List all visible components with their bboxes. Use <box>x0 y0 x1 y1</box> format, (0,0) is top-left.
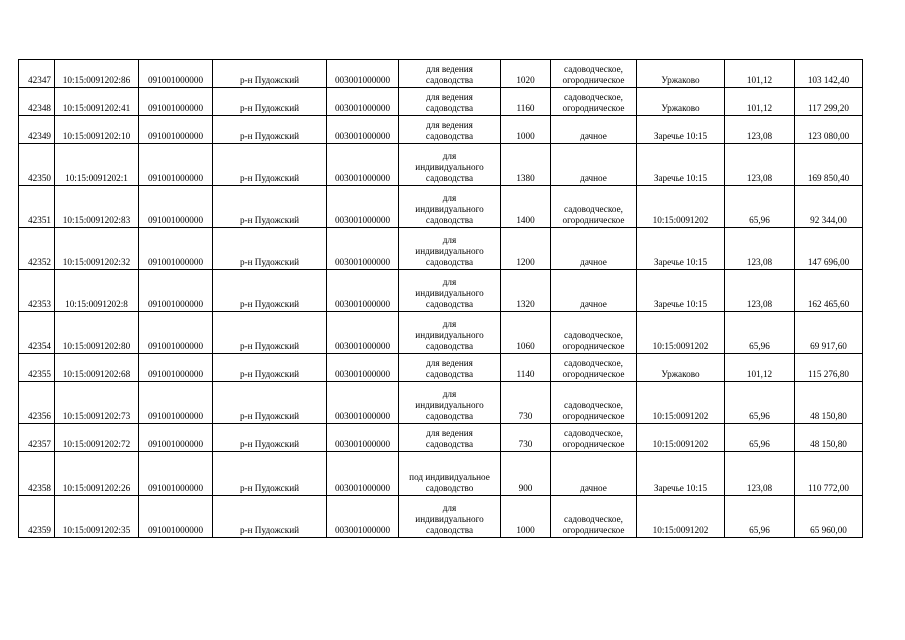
table-body <box>19 60 863 538</box>
cell-area: 1400 <box>501 186 551 228</box>
cell-rate: 65,96 <box>725 186 795 228</box>
cell-code: 091001000000 <box>139 60 213 88</box>
cell-rate: 65,96 <box>725 312 795 354</box>
cell-area: 1000 <box>501 496 551 538</box>
cell-area: 1020 <box>501 60 551 88</box>
cell-cadastral-number: 10:15:0091202:41 <box>55 88 139 116</box>
cell-permitted-use: для ведения садоводства <box>399 116 501 144</box>
cell-district: р-н Пудожский <box>213 60 327 88</box>
cell-rate: 101,12 <box>725 354 795 382</box>
cell-location: Заречье 10:15 <box>637 228 725 270</box>
cell-code-secondary: 003001000000 <box>327 186 399 228</box>
cell-code-secondary: 003001000000 <box>327 312 399 354</box>
cell-record-id: 42355 <box>19 354 55 382</box>
table-row <box>19 88 863 116</box>
table-row <box>19 116 863 144</box>
table-row <box>19 228 863 270</box>
cell-location: Уржаково <box>637 88 725 116</box>
cell-code: 091001000000 <box>139 312 213 354</box>
cell-cadastral-value: 65 960,00 <box>795 496 863 538</box>
cell-rate: 123,08 <box>725 452 795 496</box>
cell-record-id: 42357 <box>19 424 55 452</box>
cell-district: р-н Пудожский <box>213 496 327 538</box>
cell-district: р-н Пудожский <box>213 88 327 116</box>
cell-area: 1320 <box>501 270 551 312</box>
cell-rate: 101,12 <box>725 88 795 116</box>
cell-code: 091001000000 <box>139 186 213 228</box>
table-row <box>19 186 863 228</box>
cell-cadastral-value: 169 850,40 <box>795 144 863 186</box>
cell-category: садоводческое, огородническое <box>551 186 637 228</box>
cell-category: дачное <box>551 144 637 186</box>
cell-cadastral-number: 10:15:0091202:10 <box>55 116 139 144</box>
cell-district: р-н Пудожский <box>213 354 327 382</box>
cell-district: р-н Пудожский <box>213 452 327 496</box>
cell-permitted-use: под индивидуальное садоводство <box>399 452 501 496</box>
cell-record-id: 42356 <box>19 382 55 424</box>
cell-location: Уржаково <box>637 354 725 382</box>
cell-code: 091001000000 <box>139 116 213 144</box>
cell-code: 091001000000 <box>139 144 213 186</box>
cell-category: садоводческое, огородническое <box>551 312 637 354</box>
cell-category: садоводческое, огородническое <box>551 60 637 88</box>
cell-location: 10:15:0091202 <box>637 424 725 452</box>
cell-code: 091001000000 <box>139 496 213 538</box>
table-row <box>19 382 863 424</box>
cell-location: 10:15:0091202 <box>637 186 725 228</box>
cell-district: р-н Пудожский <box>213 382 327 424</box>
cell-code-secondary: 003001000000 <box>327 270 399 312</box>
cell-record-id: 42354 <box>19 312 55 354</box>
cell-permitted-use: для индивидуального садоводства <box>399 144 501 186</box>
cell-cadastral-value: 147 696,00 <box>795 228 863 270</box>
cell-cadastral-value: 115 276,80 <box>795 354 863 382</box>
cell-category: садоводческое, огородническое <box>551 354 637 382</box>
cell-cadastral-value: 92 344,00 <box>795 186 863 228</box>
cell-cadastral-number: 10:15:0091202:1 <box>55 144 139 186</box>
cell-location: 10:15:0091202 <box>637 312 725 354</box>
table-row <box>19 424 863 452</box>
table-row <box>19 452 863 496</box>
cell-cadastral-number: 10:15:0091202:86 <box>55 60 139 88</box>
cell-record-id: 42348 <box>19 88 55 116</box>
cell-area: 1380 <box>501 144 551 186</box>
cell-record-id: 42347 <box>19 60 55 88</box>
cell-permitted-use: для индивидуального садоводства <box>399 382 501 424</box>
cell-permitted-use: для ведения садоводства <box>399 88 501 116</box>
cell-permitted-use: для индивидуального садоводства <box>399 312 501 354</box>
cell-area: 1200 <box>501 228 551 270</box>
cell-cadastral-number: 10:15:0091202:72 <box>55 424 139 452</box>
cell-location: Заречье 10:15 <box>637 270 725 312</box>
table-row <box>19 312 863 354</box>
cell-cadastral-number: 10:15:0091202:73 <box>55 382 139 424</box>
cell-cadastral-number: 10:15:0091202:26 <box>55 452 139 496</box>
cell-code-secondary: 003001000000 <box>327 88 399 116</box>
cell-area: 1060 <box>501 312 551 354</box>
cell-code-secondary: 003001000000 <box>327 144 399 186</box>
cell-record-id: 42359 <box>19 496 55 538</box>
cell-district: р-н Пудожский <box>213 186 327 228</box>
cell-cadastral-number: 10:15:0091202:80 <box>55 312 139 354</box>
cell-code-secondary: 003001000000 <box>327 228 399 270</box>
cell-area: 900 <box>501 452 551 496</box>
cell-cadastral-number: 10:15:0091202:35 <box>55 496 139 538</box>
cell-location: Заречье 10:15 <box>637 452 725 496</box>
cell-code: 091001000000 <box>139 270 213 312</box>
cell-permitted-use: для индивидуального садоводства <box>399 186 501 228</box>
cell-location: 10:15:0091202 <box>637 496 725 538</box>
cell-rate: 101,12 <box>725 60 795 88</box>
cell-code: 091001000000 <box>139 354 213 382</box>
cell-cadastral-value: 48 150,80 <box>795 382 863 424</box>
cell-rate: 65,96 <box>725 496 795 538</box>
cell-cadastral-value: 69 917,60 <box>795 312 863 354</box>
cell-cadastral-value: 48 150,80 <box>795 424 863 452</box>
cell-location: Заречье 10:15 <box>637 144 725 186</box>
cell-code: 091001000000 <box>139 424 213 452</box>
cell-permitted-use: для ведения садоводства <box>399 354 501 382</box>
cell-category: дачное <box>551 452 637 496</box>
cell-category: дачное <box>551 270 637 312</box>
cell-code-secondary: 003001000000 <box>327 382 399 424</box>
cell-code-secondary: 003001000000 <box>327 60 399 88</box>
cell-district: р-н Пудожский <box>213 116 327 144</box>
cell-cadastral-value: 123 080,00 <box>795 116 863 144</box>
cell-record-id: 42358 <box>19 452 55 496</box>
cell-rate: 65,96 <box>725 382 795 424</box>
cell-district: р-н Пудожский <box>213 424 327 452</box>
cell-cadastral-number: 10:15:0091202:83 <box>55 186 139 228</box>
cell-area: 1160 <box>501 88 551 116</box>
cell-code-secondary: 003001000000 <box>327 496 399 538</box>
cell-permitted-use: для индивидуального садоводства <box>399 270 501 312</box>
cell-code: 091001000000 <box>139 228 213 270</box>
cell-district: р-н Пудожский <box>213 312 327 354</box>
cell-cadastral-number: 10:15:0091202:8 <box>55 270 139 312</box>
cell-record-id: 42349 <box>19 116 55 144</box>
table-row <box>19 144 863 186</box>
cell-permitted-use: для индивидуального садоводства <box>399 228 501 270</box>
cell-category: дачное <box>551 116 637 144</box>
cell-cadastral-number: 10:15:0091202:32 <box>55 228 139 270</box>
cell-district: р-н Пудожский <box>213 144 327 186</box>
cell-rate: 123,08 <box>725 144 795 186</box>
cell-category: дачное <box>551 228 637 270</box>
cell-area: 1000 <box>501 116 551 144</box>
cell-location: Заречье 10:15 <box>637 116 725 144</box>
cell-record-id: 42350 <box>19 144 55 186</box>
cell-cadastral-value: 162 465,60 <box>795 270 863 312</box>
cell-area: 730 <box>501 382 551 424</box>
cell-cadastral-number: 10:15:0091202:68 <box>55 354 139 382</box>
cell-district: р-н Пудожский <box>213 270 327 312</box>
table-row <box>19 60 863 88</box>
cell-district: р-н Пудожский <box>213 228 327 270</box>
cell-permitted-use: для ведения садоводства <box>399 60 501 88</box>
table-row <box>19 270 863 312</box>
cell-code-secondary: 003001000000 <box>327 354 399 382</box>
cell-code: 091001000000 <box>139 382 213 424</box>
cell-area: 1140 <box>501 354 551 382</box>
cell-cadastral-value: 117 299,20 <box>795 88 863 116</box>
cell-category: садоводческое, огородническое <box>551 88 637 116</box>
cell-rate: 123,08 <box>725 228 795 270</box>
table-row <box>19 354 863 382</box>
cell-rate: 123,08 <box>725 270 795 312</box>
cell-cadastral-value: 103 142,40 <box>795 60 863 88</box>
cell-cadastral-value: 110 772,00 <box>795 452 863 496</box>
cell-code-secondary: 003001000000 <box>327 116 399 144</box>
cell-record-id: 42351 <box>19 186 55 228</box>
table-row <box>19 496 863 538</box>
cell-code-secondary: 003001000000 <box>327 452 399 496</box>
cell-location: 10:15:0091202 <box>637 382 725 424</box>
cell-code-secondary: 003001000000 <box>327 424 399 452</box>
cell-code: 091001000000 <box>139 452 213 496</box>
cell-record-id: 42353 <box>19 270 55 312</box>
cell-code: 091001000000 <box>139 88 213 116</box>
cell-rate: 123,08 <box>725 116 795 144</box>
cell-area: 730 <box>501 424 551 452</box>
cell-rate: 65,96 <box>725 424 795 452</box>
cell-category: садоводческое, огородническое <box>551 496 637 538</box>
cell-permitted-use: для индивидуального садоводства <box>399 496 501 538</box>
cell-record-id: 42352 <box>19 228 55 270</box>
cell-category: садоводческое, огородническое <box>551 424 637 452</box>
cell-category: садоводческое, огородническое <box>551 382 637 424</box>
cell-permitted-use: для ведения садоводства <box>399 424 501 452</box>
land-valuation-table <box>18 59 863 538</box>
cell-location: Уржаково <box>637 60 725 88</box>
